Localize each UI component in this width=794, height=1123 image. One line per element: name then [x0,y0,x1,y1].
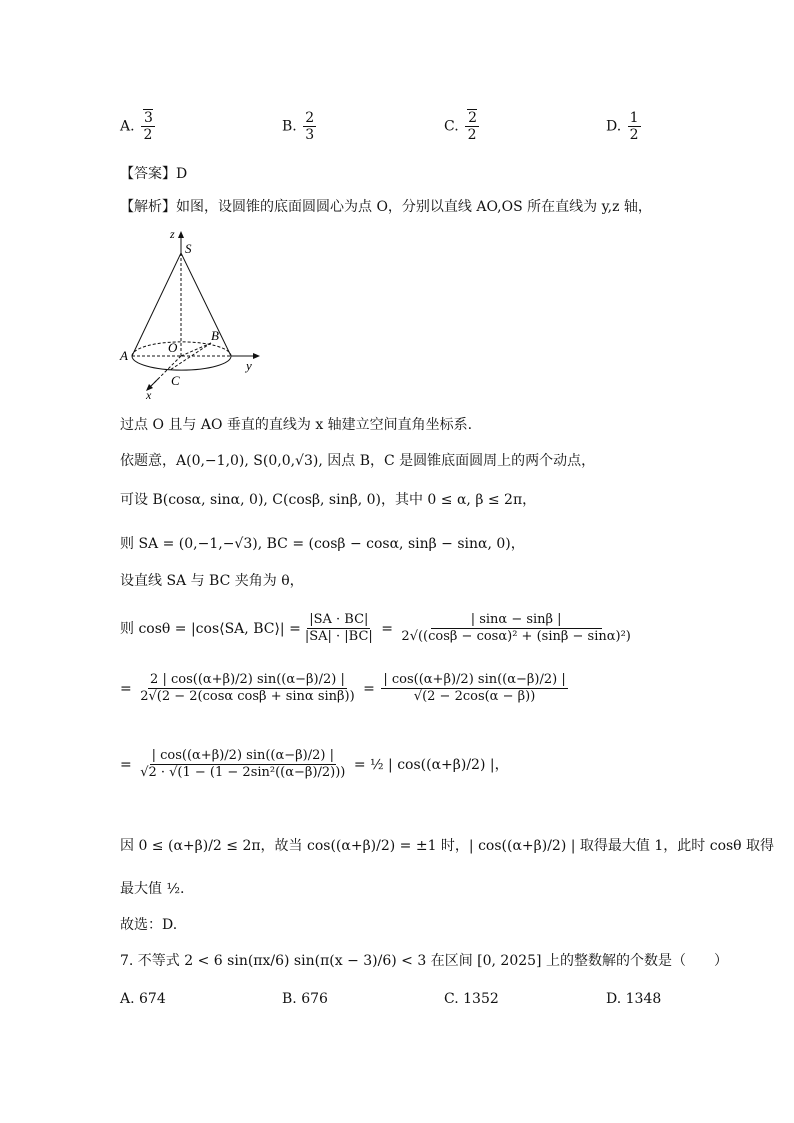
option-a: A. $\frac{3}{2}$ [120,110,153,143]
analysis-max-line-2: 最大值 ½. [120,881,185,897]
question-7-stem: 7. 不等式 2 < 6 sin(πx/6) sin(π(x − 3)/6) < 3 在区间 [0, 2025] 上的整数解的个数是（ ） [120,953,728,969]
label-y: y [246,358,252,373]
analysis-conclusion: 故选：D. [120,917,178,933]
equation-3: = $\frac{| \cos((\alpha+\beta)/2) \sin((\alpha-\beta)/2) |}{\text{√2 · √(1 − (1 − 2sin²((α−β)/2)))}}$ = ½ | cos((α+β)/2) |， [120,748,509,780]
analysis-label: 【解析】 [120,199,176,215]
equation-2: = $\frac{2 | \cos((\alpha+\beta)/2) \sin((\alpha-\beta)/2) |}{\text{2√(2 − 2(cosα cosβ + sinα sinβ))}}$ = $\frac{| \cos((\alpha+\beta)/2) \sin((\alpha-\beta)/2) |}{√(2 - 2\cos(\alpha - \beta))}$ [120,672,566,704]
option-d: D. $\frac{1}{2}$ [606,110,639,143]
answer-label: 【答案】 [120,166,176,182]
q7-option-a: A. 674 [120,991,166,1007]
cone-figure [118,225,268,400]
option-b: B. $\frac{2}{3}$ [282,110,315,143]
q7-option-b: B. 676 [282,991,328,1007]
equation-1: 则 cosθ = |cos⟨SA, BC⟩| = $\frac{|SA \cdot BC|}{|SA| \cdot |BC|}$ = $\frac{| \sin\alpha - \sin\beta |}{\text{2√((cosβ − cosα)² + (sinβ − sinα)²)}}$ [120,612,631,644]
answer-value: D [176,166,188,182]
label-x: x [146,388,152,400]
analysis-line-1: 【解析】如图，设圆锥的底面圆圆心为点 O，分别以直线 AO,OS 所在直线为 y,z 轴， [120,199,652,215]
analysis-line-6: 设直线 SA 与 BC 夹角为 θ， [120,573,304,589]
analysis-line-5: 则 SA = (0,−1,−√3), BC = (cosβ − cosα, sinβ − sinα, 0)， [120,536,525,552]
analysis-line-3: 依题意，A(0,−1,0), S(0,0,√3), 因点 B，C 是圆锥底面圆周上的两个动点， [120,453,596,469]
analysis-line-2: 过点 O 且与 AO 垂直的直线为 x 轴建立空间直角坐标系. [120,417,473,433]
label-b: B [211,328,219,343]
label-a: A [120,348,128,363]
label-o: O [168,340,178,355]
analysis-line-4: 可设 B(cosα, sinα, 0), C(cosβ, sinβ, 0)，其中 0 ≤ α, β ≤ 2π， [120,492,537,508]
label-z: z [170,227,175,241]
q7-option-c: C. 1352 [444,991,499,1007]
answer-line [120,165,187,183]
option-c: C. $\frac{2}{2}$ [444,110,478,143]
label-s: S [185,241,192,256]
label-c: C [171,373,180,388]
q7-option-d: D. 1348 [606,991,662,1007]
analysis-max-line-1: 因 0 ≤ (α+β)/2 ≤ 2π，故当 cos((α+β)/2) = ±1 时，| cos((α+β)/2) | 取得最大值 1，此时 cosθ 取得 [120,838,775,854]
